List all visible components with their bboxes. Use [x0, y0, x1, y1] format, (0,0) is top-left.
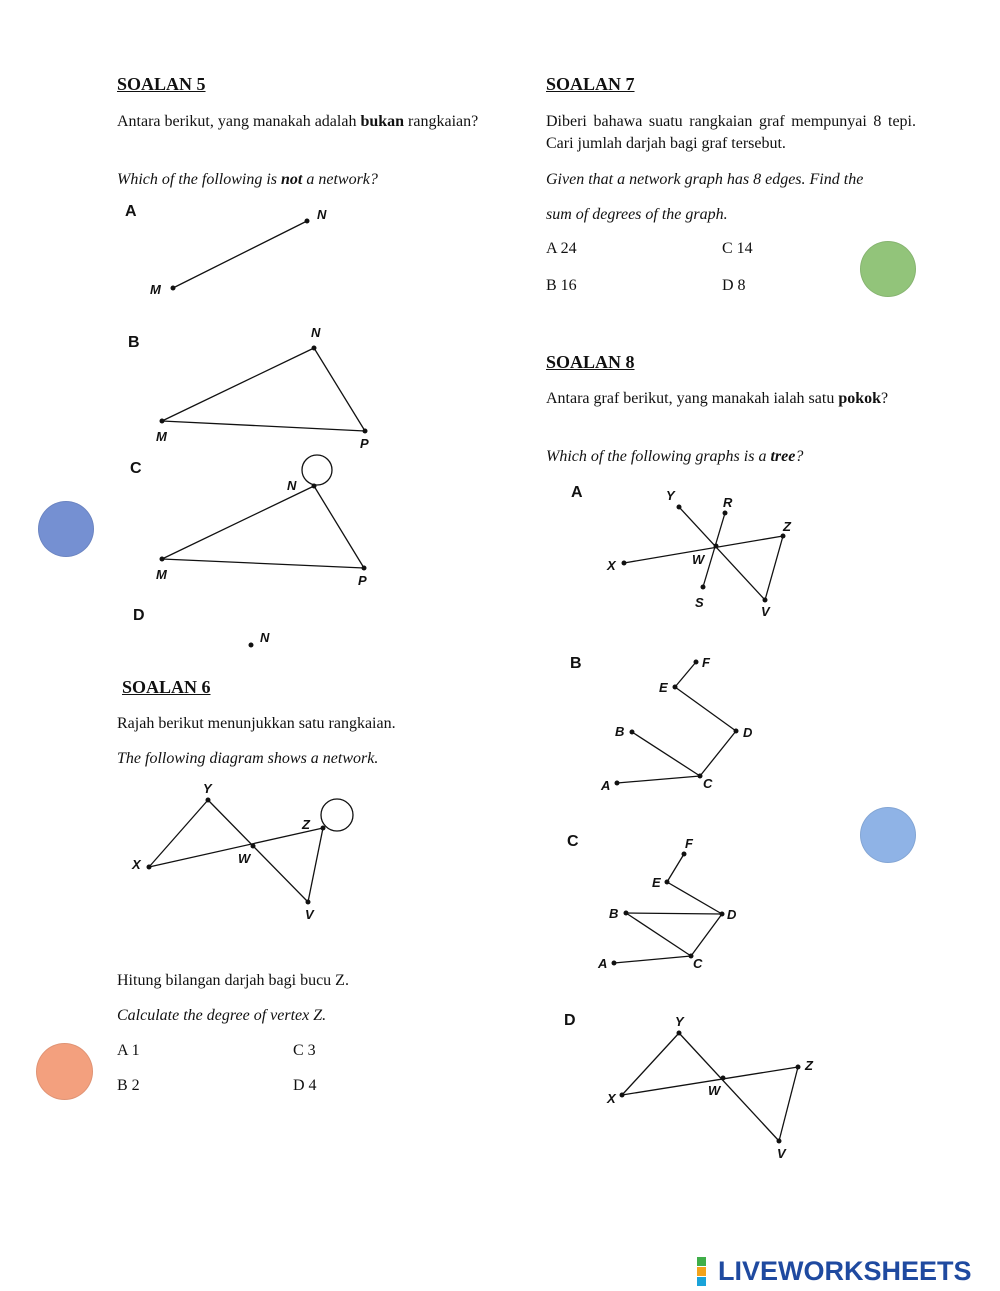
q5-graph-b [140, 320, 400, 455]
q8-a-vertex-r: R [723, 495, 733, 510]
q8-a-vertex-v: V [761, 604, 770, 619]
q6-answer-d[interactable]: D 4 [293, 1077, 317, 1094]
q7-answer-b[interactable]: B 16 [546, 277, 577, 294]
q5-b-vertex-p: P [360, 436, 369, 451]
q5-graph-a [140, 200, 360, 310]
q5-answer-dropzone[interactable] [38, 501, 94, 557]
q8-text-ms: Antara graf berikut, yang manakah ialah satu pokok? [546, 390, 889, 407]
q8-b-vertex-d: D [743, 725, 753, 740]
q5-title: SOALAN 5 [117, 74, 206, 94]
q6-answer-c[interactable]: C 3 [293, 1042, 316, 1059]
q5-graph-d [240, 625, 290, 655]
q8-answer-dropzone[interactable] [860, 807, 916, 863]
q6-vertex-v: V [305, 907, 314, 922]
q8-a-vertex-z: Z [783, 519, 791, 534]
q8-d-vertex-x: X [607, 1091, 616, 1106]
q8-graph-c [595, 830, 795, 980]
q6-vertex-w: W [238, 851, 251, 866]
q8-d-vertex-w: W [708, 1083, 721, 1098]
q8-c-vertex-c: C [693, 956, 703, 971]
q6-answer-dropzone[interactable] [36, 1043, 93, 1100]
q6-vertex-x: X [132, 857, 141, 872]
q7-text-en-line2: sum of degrees of the graph. [546, 206, 728, 223]
q8-b-vertex-c: C [703, 776, 713, 791]
q8-a-vertex-s: S [695, 595, 704, 610]
q6-answer-b[interactable]: B 2 [117, 1077, 140, 1094]
q5-text-ms: Antara berikut, yang manakah adalah bukan rangkaian? [117, 113, 479, 130]
q8-option-a-label: A [571, 484, 583, 501]
q7-answer-a[interactable]: A 24 [546, 240, 577, 257]
q5-option-d-label: D [133, 607, 145, 624]
q8-text-en: Which of the following graphs is a tree? [546, 448, 804, 465]
q8-c-vertex-e: E [652, 875, 661, 890]
q6-text-en: The following diagram shows a network. [117, 750, 379, 767]
q8-b-vertex-a: A [601, 778, 611, 793]
q8-b-vertex-e: E [659, 680, 668, 695]
q8-option-d-label: D [564, 1012, 576, 1029]
q8-a-vertex-x: X [607, 558, 616, 573]
q6-vertex-y: Y [203, 781, 212, 796]
q6-vertex-z: Z [302, 817, 310, 832]
q8-graph-d [595, 1010, 835, 1170]
q8-d-vertex-y: Y [675, 1014, 684, 1029]
q6-text-ms: Rajah berikut menunjukkan satu rangkaian. [117, 715, 396, 732]
q8-c-vertex-f: F [685, 836, 693, 851]
q8-option-b-label: B [570, 655, 582, 672]
q7-answer-d[interactable]: D 8 [722, 277, 746, 294]
q5-b-vertex-n: N [311, 325, 321, 340]
q8-c-vertex-b: B [609, 906, 619, 921]
q5-graph-c [140, 448, 400, 593]
q8-graph-b [595, 645, 795, 805]
q7-answer-dropzone[interactable] [860, 241, 916, 297]
q6-answer-a[interactable]: A 1 [117, 1042, 140, 1059]
q7-text-en-line1: Given that a network graph has 8 edges. Find the [546, 171, 864, 188]
q5-option-c-label: C [130, 460, 142, 477]
q7-answer-c[interactable]: C 14 [722, 240, 753, 257]
q6-question-en: Calculate the degree of vertex Z. [117, 1007, 327, 1024]
q5-option-b-label: B [128, 334, 140, 351]
q5-a-vertex-n: N [317, 207, 327, 222]
q5-option-a-label: A [125, 203, 137, 220]
logo-blocks-icon [697, 1257, 716, 1286]
q5-b-vertex-m: M [156, 429, 167, 444]
q8-graph-a [595, 480, 815, 620]
q8-title: SOALAN 8 [546, 352, 635, 372]
q8-option-c-label: C [567, 833, 579, 850]
q8-b-vertex-f: F [702, 655, 710, 670]
q8-c-vertex-a: A [598, 956, 608, 971]
q7-title: SOALAN 7 [546, 74, 635, 94]
liveworksheets-logo [697, 1256, 972, 1286]
q8-b-vertex-b: B [615, 724, 625, 739]
q8-d-vertex-v: V [777, 1146, 786, 1161]
q8-a-vertex-w: W [692, 552, 705, 567]
q5-text-en: Which of the following is not a network? [117, 171, 378, 188]
q8-c-vertex-d: D [727, 907, 737, 922]
q6-network-diagram [120, 778, 370, 928]
q7-text-ms: Diberi bahawa suatu rangkaian graf mempunyai 8 tepi. Cari jumlah darjah bagi graf tersebut. [546, 113, 916, 152]
q5-d-vertex-n: N [260, 630, 270, 645]
q6-question-ms: Hitung bilangan darjah bagi bucu Z. [117, 972, 349, 989]
q5-c-vertex-m: M [156, 567, 167, 582]
q8-d-vertex-z: Z [805, 1058, 813, 1073]
q8-a-vertex-y: Y [666, 488, 675, 503]
q5-c-vertex-n: N [287, 478, 297, 493]
q6-title: SOALAN 6 [122, 677, 211, 697]
q5-a-vertex-m: M [150, 282, 161, 297]
logo-text: LIVEWORKSHEETS [718, 1255, 972, 1286]
q5-c-vertex-p: P [358, 573, 367, 588]
